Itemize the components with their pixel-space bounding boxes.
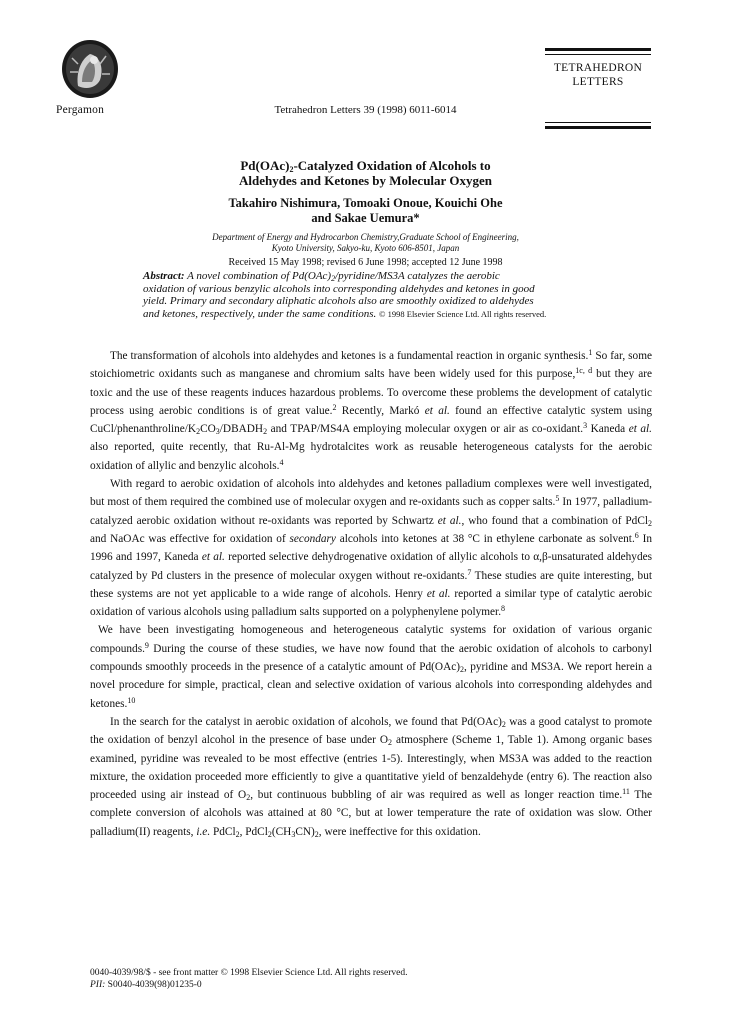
footer-line2 — [90, 979, 407, 991]
author-list — [0, 196, 731, 226]
abstract-line2: oxidation of various benzylic alcohols into corresponding aldehydes and ketones in good — [143, 282, 535, 295]
paper-title-line2: Aldehydes and Ketones by Molecular Oxygen — [239, 173, 492, 188]
journal-name-line1: TETRAHEDRON — [553, 62, 643, 74]
publisher-name: Pergamon — [56, 104, 105, 116]
author-list-line1: Takahiro Nishimura, Tomoaki Onoue, Kouichi Ohe — [228, 196, 503, 210]
paper-title-line1: $Pd(OAc)_2$-Catalyzed Oxidation of Alcohols to — [240, 158, 491, 174]
abstract-line1: Abstract: A novel combination of $Pd(OAc)_2/pyridine/MS3A$ catalyzes the aerobic — [143, 270, 500, 283]
journal-rule-top-thin — [545, 54, 651, 55]
abstract-copyright: © 1998 Elsevier Science Ltd. All rights reserved. — [379, 308, 547, 319]
journal-name — [545, 61, 651, 89]
journal-citation: Tetrahedron Letters 39 (1998) 6011-6014 — [274, 104, 457, 116]
received-dates: Received 15 May 1998; revised 6 June 1998; accepted 12 June 1998 — [228, 257, 503, 268]
journal-rule-top — [545, 48, 651, 51]
paragraph-1: The transformation of alcohols into aldehydes and ketones is a fundamental reaction in organic synthesis.$^1$ So far, some stoichiometric oxidants such as manganese and chromium salts have been widely used for this purpose,$^{1c, d}$ but they are toxic and the use of these reagents induces hazardous problems. To overcome these problems the development of catalytic process using aerobic conditions is of great value.$^2$ Recently, Markó et al. found an effective catalytic system using CuCl/$phenanthroline/K_2CO_3/DBADH_2$ and TPAP/MS4A employing molecular oxygen or air as co-oxidant.$^3$ Kaneda et al. also reported, quite recently, that Ru-Al-Mg hydrotalcites work as reusable heterogeneous catalysts for the aerobic oxidation of allylic and benzylic alcohols.$^4$ — [90, 348, 653, 472]
footer — [90, 967, 407, 991]
abstract-label: Abstract: — [143, 270, 185, 282]
abstract — [143, 270, 673, 320]
abstract-line4-text: and ketones, respectively, under the same conditions. — [143, 307, 377, 320]
journal-rule-bottom-thin — [545, 122, 651, 123]
footer-line1: 0040-4039/98/$ - see front matter © 1998 Elsevier Science Ltd. All rights reserved. — [90, 968, 408, 978]
pii-value: S0040-4039(98)01235-0 — [107, 980, 202, 990]
paper-title — [0, 158, 731, 188]
abstract-line3: yield. Primary and secondary aliphatic alcohols also are smoothly oxidized to aldehydes — [143, 295, 534, 308]
journal-rule-bottom — [545, 126, 651, 129]
paragraph-4: In the search for the catalyst in aerobic oxidation of alcohols, we found that $Pd(OAc)_2$ was a good catalyst to promote the oxidation of benzyl alcohol in the presence of base under $O_2$ atmosphere (Scheme 1, Table 1). Among organic bases examined, pyridine was revealed to be most effective (entries 1-5). Interestingly, when MS3A was added to the reaction mixture, the oxidation proceeded more efficiently to give a quantitative yield of benzaldehyde (entry 6). The reaction also proceeded using air instead of $O_2$, but continuous bubbling of air was required as well as longer reaction time.$^{11}$ The complete conversion of alcohols was attained at 80 °C, but at lower temperature the rate of oxidation was slow. Other palladium(II) reagents, i.e. PdCl$_2$, $PdCl_2(CH_3CN)_2$, were ineffective for this oxidation. — [90, 715, 652, 839]
body-text — [90, 347, 652, 841]
author-list-line2: and Sakae Uemura* — [311, 211, 420, 225]
affiliation-line1: Department of Energy and Hydrocarbon Chemistry,Graduate School of Engineering, — [212, 232, 519, 242]
elsevier-tree-logo-icon — [60, 38, 120, 100]
affiliation-line2: Kyoto University, Sakyo-ku, Kyoto 606-8501, Japan — [271, 243, 460, 253]
abstract-line4 — [143, 308, 673, 321]
affiliation — [0, 232, 731, 254]
pii-label: PII: — [90, 980, 106, 990]
journal-name-line2: LETTERS — [572, 76, 624, 88]
paragraph-2: With regard to aerobic oxidation of alcohols into aldehydes and ketones palladium complexes were well investigated, but most of them required the combined use of molecular oxygen and re-oxidants such as copper salts.$^5$ In 1977, palladium-catalyzed aerobic oxidation without re-oxidants was reported by Schwartz et al., who found that a combination of PdCl$_2$ and NaOAc was effective for oxidation of secondary alcohols into ketones at 38 °C in ethylene carbonate as solvent.$^6$ In 1996 and 1997, Kaneda et al. reported selective dehydrogenative oxidation of allylic alcohols to α,β-unsaturated aldehydes catalyzed by Pd clusters in the presence of molecular oxygen without re-oxidants.$^7$ These studies are quite interesting, but these systems are not yet applicable to a wide range of alcohols. Henry et al. reported a similar type of catalytic aerobic oxidation of various alcohols using palladium salts supported on a polyphenylene polymer.$^8$ — [90, 478, 653, 619]
paragraph-3: We have been investigating homogeneous and heterogeneous catalytic systems for oxidation of various organic compounds.$^9$ During the course of these studies, we have now found that the aerobic oxidation of alcohols to carbonyl compounds smoothly proceeds in the presence of a catalytic amount of $Pd(OAc)_2$, pyridine and MS3A. We report herein a novel procedure for simple, practical, clean and selective oxidation of various alcohols into corresponding aldehydes and ketones.$^{10}$ — [90, 624, 652, 710]
